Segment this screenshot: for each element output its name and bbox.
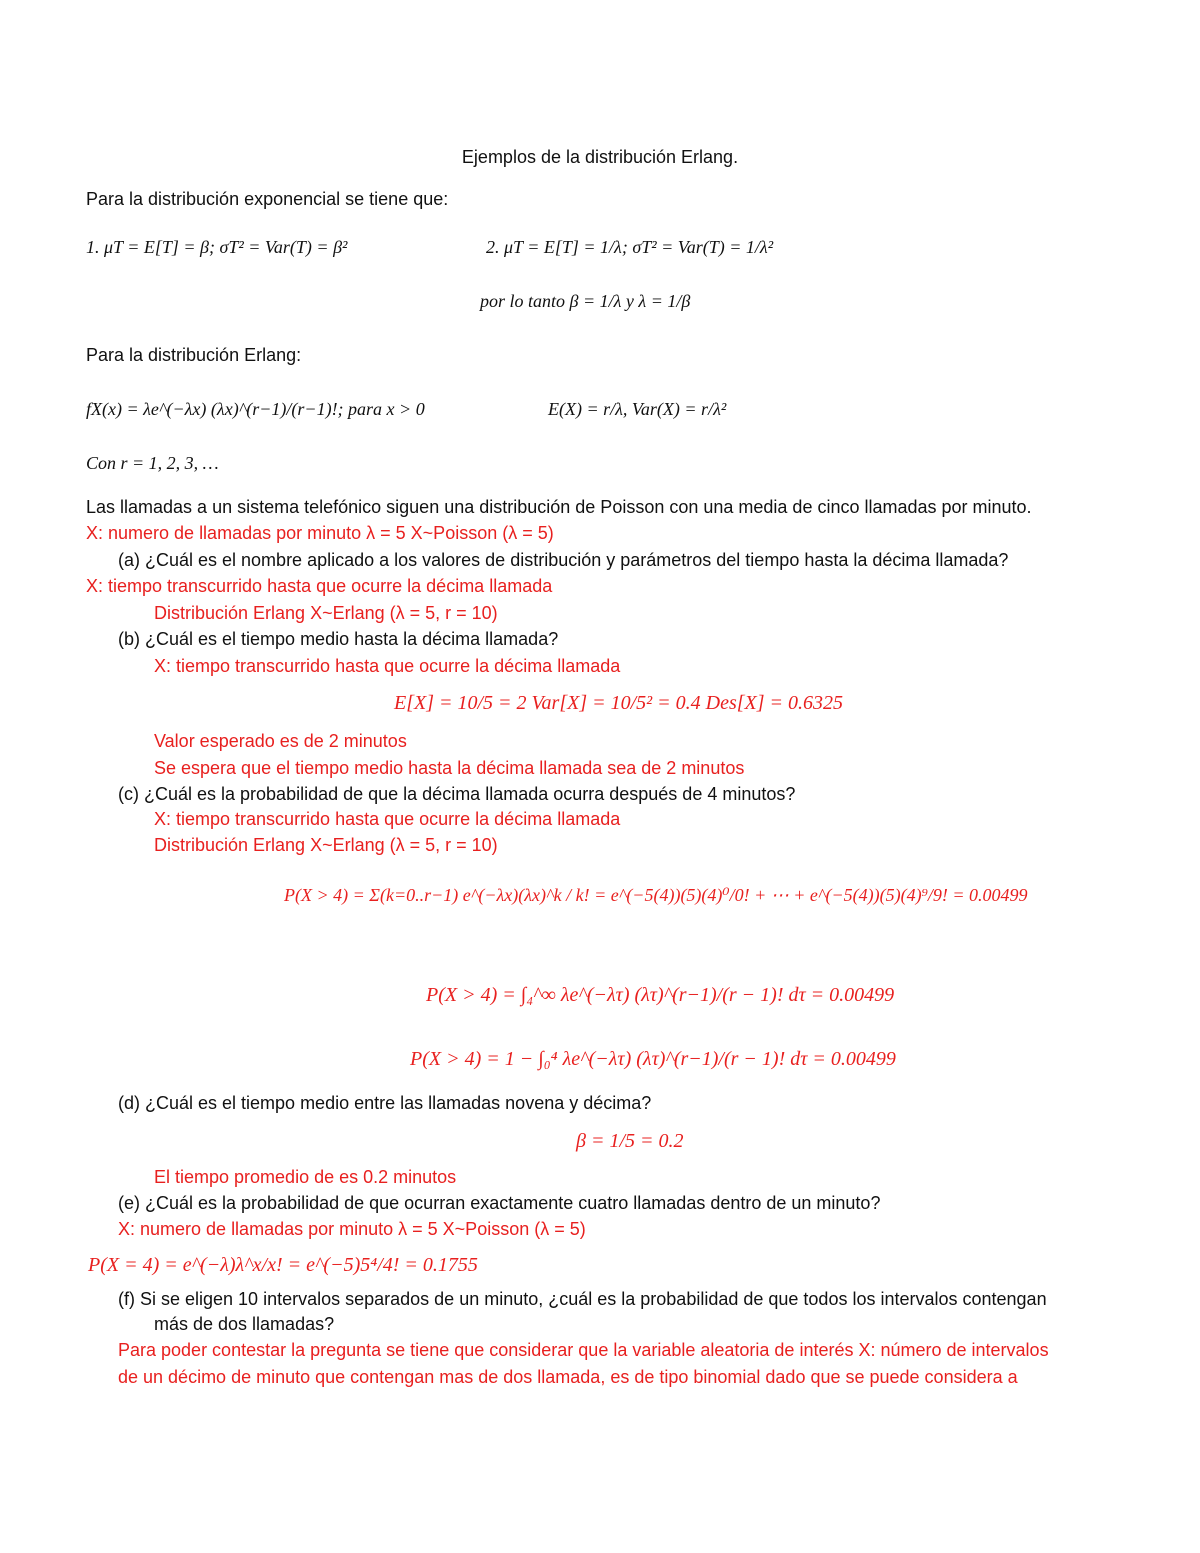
answer-a-variable: X: tiempo transcurrido hasta que ocurre la décima llamada [86, 576, 553, 596]
question-f-line-2: más de dos llamadas? [154, 1314, 335, 1334]
answer-c-complement-formula: P(X > 4) = 1 − ∫₀⁴ λe^(−λτ) (λτ)^(r−1)/(r − 1)! dτ = 0.00499 [410, 1048, 896, 1070]
answer-c-sum-formula: P(X > 4) = Σ(k=0..r−1) e^(−λx)(λx)^k / k! = e^(−5(4))(5)(4)⁰/0! + ⋯ + e^(−5(4))(5)(4)⁹/9! = 0.00499 [284, 885, 1028, 905]
exp-formula-2: 2. μT = E[T] = 1/λ; σT² = Var(T) = 1/λ² [486, 237, 774, 257]
answer-b-formula: E[X] = 10/5 = 2 Var[X] = 10/5² = 0.4 Des[X] = 0.6325 [394, 692, 844, 714]
answer-d-formula: β = 1/5 = 0.2 [576, 1130, 684, 1152]
exp-formula-1: 1. μT = E[T] = β; σT² = Var(T) = β² [86, 237, 348, 257]
question-e: (e) ¿Cuál es la probabilidad de que ocurran exactamente cuatro llamadas dentro de un minuto? [118, 1193, 881, 1213]
problem-statement: Las llamadas a un sistema telefónico siguen una distribución de Poisson con una media de cinco llamadas por minuto. [86, 497, 1032, 517]
answer-b-variable: X: tiempo transcurrido hasta que ocurre la décima llamada [154, 656, 621, 676]
question-c: (c) ¿Cuál es la probabilidad de que la décima llamada ocurra después de 4 minutos? [118, 784, 796, 804]
poisson-definition: X: numero de llamadas por minuto λ = 5 X~Poisson (λ = 5) [86, 523, 554, 543]
question-d: (d) ¿Cuál es el tiempo medio entre las llamadas novena y décima? [118, 1093, 652, 1113]
answer-e-variable: X: numero de llamadas por minuto λ = 5 X~Poisson (λ = 5) [118, 1219, 586, 1239]
question-b: (b) ¿Cuál es el tiempo medio hasta la décima llamada? [118, 629, 559, 649]
erlang-heading: Para la distribución Erlang: [86, 345, 302, 365]
answer-c-integral-formula: P(X > 4) = ∫₄^∞ λe^(−λτ) (λτ)^(r−1)/(r − 1)! dτ = 0.00499 [426, 984, 895, 1006]
answer-c-variable: X: tiempo transcurrido hasta que ocurre la décima llamada [154, 809, 621, 829]
answer-f-line-2: de un décimo de minuto que contengan mas de dos llamada, es de tipo binomial dado que se puede considera a [118, 1367, 1018, 1387]
erlang-moments: E(X) = r/λ, Var(X) = r/λ² [548, 399, 727, 419]
therefore-formula: por lo tanto β = 1/λ y λ = 1/β [480, 291, 691, 311]
answer-e-formula: P(X = 4) = e^(−λ)λ^x/x! = e^(−5)5⁴/4! = 0.1755 [88, 1254, 478, 1276]
answer-c-distribution: Distribución Erlang X~Erlang (λ = 5, r = 10) [154, 835, 498, 855]
answer-f-line-1: Para poder contestar la pregunta se tiene que considerar que la variable aleatoria de interés X: número de intervalos [118, 1340, 1049, 1360]
question-a: (a) ¿Cuál es el nombre aplicado a los valores de distribución y parámetros del tiempo hasta la décima llamada? [118, 550, 1009, 570]
question-f-line-1: (f) Si se eligen 10 intervalos separados de un minuto, ¿cuál es la probabilidad de que todos los intervalos contengan [118, 1289, 1047, 1309]
r-values: Con r = 1, 2, 3, … [86, 453, 219, 473]
answer-d-text: El tiempo promedio de es 0.2 minutos [154, 1167, 457, 1187]
answer-b-expected: Valor esperado es de 2 minutos [154, 731, 407, 751]
erlang-pdf: fX(x) = λe^(−λx) (λx)^(r−1)/(r−1)!; para x > 0 [86, 399, 425, 419]
intro-text: Para la distribución exponencial se tiene que: [86, 189, 449, 209]
answer-b-interpretation: Se espera que el tiempo medio hasta la décima llamada sea de 2 minutos [154, 758, 745, 778]
document-title: Ejemplos de la distribución Erlang. [461, 147, 739, 167]
answer-a-distribution: Distribución Erlang X~Erlang (λ = 5, r = 10) [154, 603, 498, 623]
